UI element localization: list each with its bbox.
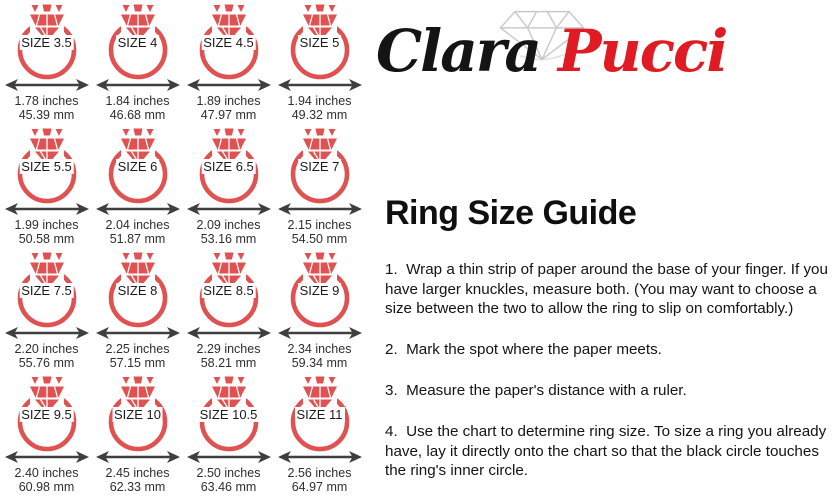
ring-mm-value: 47.97 mm: [200, 107, 257, 122]
ring-size-label: SIZE 10.5: [199, 407, 258, 422]
ring-size-label: SIZE 9.5: [21, 407, 72, 422]
ring-inches-value: 2.04 inches: [105, 218, 170, 232]
ring-inches-value: 2.15 inches: [287, 218, 352, 232]
width-arrow-icon: [96, 327, 180, 339]
page-title: Ring Size Guide: [385, 194, 637, 232]
ring-size-label: SIZE 6.5: [203, 159, 254, 174]
ring-size-label: SIZE 4.5: [203, 35, 254, 50]
ring-inches-value: 2.34 inches: [287, 342, 352, 356]
ring-size-label: SIZE 6: [117, 159, 158, 174]
ring-mm-value: 50.58 mm: [18, 231, 75, 246]
guide-step-2: 2. Mark the spot where the paper meets.: [385, 341, 662, 359]
ring-size-cell: [274, 128, 365, 252]
ring-size-cell: [274, 252, 365, 376]
width-arrow-icon: [5, 327, 89, 339]
ring-size-cell: [92, 128, 183, 252]
ring-size-label: SIZE 10: [114, 407, 161, 422]
ring-size-cell: [1, 128, 92, 252]
ring-inches-value: 2.29 inches: [196, 342, 261, 356]
ring-mm-value: 55.76 mm: [18, 355, 75, 370]
ring-inches-value: 1.89 inches: [196, 94, 261, 108]
ring-size-label: SIZE 5: [299, 35, 340, 50]
ring-size-label: SIZE 7.5: [21, 283, 72, 298]
ring-mm-value: 51.87 mm: [109, 231, 166, 246]
ring-size-cell: [1, 4, 92, 128]
ring-mm-value: 46.68 mm: [109, 107, 166, 122]
ring-inches-value: 2.40 inches: [14, 466, 79, 480]
ring-mm-value: 53.16 mm: [200, 231, 257, 246]
ring-mm-value: 45.39 mm: [18, 107, 75, 122]
ring-mm-value: 54.50 mm: [291, 231, 348, 246]
guide-section: [385, 193, 835, 481]
ring-size-cell: [183, 376, 274, 500]
ring-inches-value: 2.09 inches: [196, 218, 261, 232]
ring-size-cell: [1, 252, 92, 376]
ring-mm-value: 63.46 mm: [200, 479, 257, 494]
width-arrow-icon: [187, 451, 271, 463]
ring-size-cell: [183, 252, 274, 376]
ring-inches-value: 2.50 inches: [196, 466, 261, 480]
ring-size-cell: [183, 4, 274, 128]
width-arrow-icon: [187, 327, 271, 339]
ring-inches-value: 1.99 inches: [14, 218, 79, 232]
ring-inches-value: 2.20 inches: [14, 342, 79, 356]
ring-size-cell: [92, 4, 183, 128]
ring-size-cell: [274, 376, 365, 500]
ring-inches-value: 1.84 inches: [105, 94, 170, 108]
width-arrow-icon: [187, 203, 271, 215]
brand-name-pucci: Pucci: [557, 17, 727, 85]
info-panel: [376, 0, 838, 501]
width-arrow-icon: [278, 451, 362, 463]
ring-inches-value: 1.94 inches: [287, 94, 352, 108]
guide-step-1: 1. Wrap a thin strip of paper around the base of your finger. If you have larger knuckles, measure both. (You may want to choose a size between the two to allow the ring to slip on comfortably.): [385, 260, 828, 318]
ring-size-label: SIZE 4: [117, 35, 158, 50]
ring-mm-value: 49.32 mm: [291, 107, 348, 122]
ring-size-chart: [1, 4, 365, 500]
brand-name-clara: Clara: [376, 17, 540, 85]
ring-size-label: SIZE 11: [296, 407, 343, 422]
width-arrow-icon: [96, 451, 180, 463]
ring-mm-value: 60.98 mm: [18, 479, 75, 494]
width-arrow-icon: [278, 79, 362, 91]
ring-size-cell: [1, 376, 92, 500]
width-arrow-icon: [278, 327, 362, 339]
ring-mm-value: 57.15 mm: [109, 355, 166, 370]
ring-size-label: SIZE 8.5: [203, 283, 254, 298]
ring-inches-value: 1.78 inches: [14, 94, 79, 108]
ring-size-label: SIZE 3.5: [21, 35, 72, 50]
ring-inches-value: 2.25 inches: [105, 342, 170, 356]
width-arrow-icon: [278, 203, 362, 215]
ring-size-cell: [92, 376, 183, 500]
width-arrow-icon: [5, 203, 89, 215]
brand-logo: [376, 6, 816, 114]
ring-mm-value: 59.34 mm: [291, 355, 348, 370]
width-arrow-icon: [5, 451, 89, 463]
ring-size-cell: [274, 4, 365, 128]
ring-size-label: SIZE 7: [299, 159, 340, 174]
ring-inches-value: 2.45 inches: [105, 466, 170, 480]
width-arrow-icon: [5, 79, 89, 91]
ring-mm-value: 64.97 mm: [291, 479, 348, 494]
ring-size-label: SIZE 5.5: [21, 159, 72, 174]
brand-name: [376, 17, 727, 85]
ring-size-cell: [183, 128, 274, 252]
guide-step-4: 4. Use the chart to determine ring size. To size a ring you already have, lay it directly onto the chart so that the black circle touches the ring's inner circle.: [385, 422, 827, 480]
ring-mm-value: 62.33 mm: [109, 479, 166, 494]
width-arrow-icon: [96, 79, 180, 91]
width-arrow-icon: [187, 79, 271, 91]
ring-size-label: SIZE 8: [117, 283, 158, 298]
ring-size-cell: [92, 252, 183, 376]
guide-step-3: 3. Measure the paper's distance with a ruler.: [385, 381, 687, 399]
width-arrow-icon: [96, 203, 180, 215]
ring-mm-value: 58.21 mm: [200, 355, 257, 370]
ring-inches-value: 2.56 inches: [287, 466, 352, 480]
ring-size-label: SIZE 9: [299, 283, 340, 298]
